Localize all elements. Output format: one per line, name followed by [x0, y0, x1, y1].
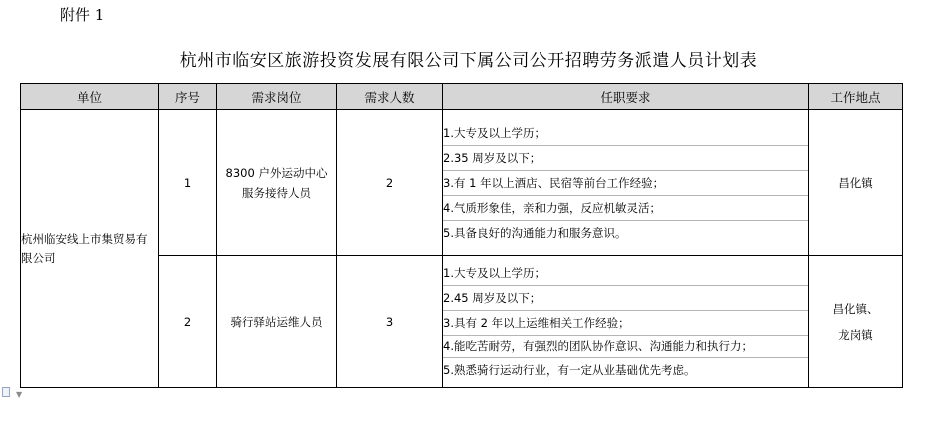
count-cell: 3: [337, 256, 443, 388]
seq-cell: 2: [159, 256, 217, 388]
header-post: 需求岗位: [217, 84, 337, 110]
requirement-item: 2.35 周岁及以下；: [443, 146, 808, 171]
requirement-item: 5.熟悉骑行运动行业，有一定从业基础优先考虑。: [443, 363, 696, 377]
requirement-item: 3.具有 2 年以上运维相关工作经验；: [443, 311, 808, 336]
header-requirements: 任职要求: [443, 84, 809, 110]
requirement-item: 4.能吃苦耐劳，有强烈的团队协作意识、沟通能力和执行力；: [443, 336, 808, 358]
page-title: 杭州市临安区旅游投资发展有限公司下属公司公开招聘劳务派遣人员计划表: [179, 51, 758, 71]
attachment-label: 附件 1: [60, 6, 105, 24]
header-unit: 单位: [21, 84, 159, 110]
count-cell: 2: [337, 110, 443, 256]
recruitment-plan-table: [20, 83, 903, 388]
requirement-item: 1.大专及以上学历；: [443, 121, 808, 146]
requirement-item: 1.大专及以上学历；: [443, 261, 808, 286]
unit-cell: 杭州临安线上市集贸易有限公司: [21, 110, 159, 388]
location-cell: [809, 110, 903, 256]
location-line: 昌化镇、: [832, 301, 879, 316]
location-cell: [809, 256, 903, 388]
table-row: [21, 110, 903, 256]
requirements-cell: [443, 110, 809, 256]
requirement-item: 4.气质形象佳，亲和力强，反应机敏灵活；: [443, 196, 808, 221]
table-header-row: [21, 84, 903, 110]
post-cell: [217, 110, 337, 256]
post-cell: [217, 256, 337, 388]
header-count: 需求人数: [337, 84, 443, 110]
header-seq: 序号: [159, 84, 217, 110]
requirement-item: 2.45 周岁及以下；: [443, 286, 808, 311]
requirements-cell: [443, 256, 809, 388]
paste-options-icon[interactable]: [2, 387, 10, 397]
location-line: 龙岗镇: [838, 327, 873, 342]
requirement-item: 3.有 1 年以上酒店、民宿等前台工作经验；: [443, 171, 808, 196]
location-line: 昌化镇: [838, 175, 873, 190]
seq-cell: 1: [159, 110, 217, 256]
requirement-item: 5.具备良好的沟通能力和服务意识。: [443, 225, 627, 240]
post-line: 骑行驿站运维人员: [230, 314, 323, 329]
post-line: 服务接待人员: [242, 185, 311, 200]
chevron-down-icon[interactable]: ▼: [16, 390, 23, 399]
post-line: 8300 户外运动中心: [225, 165, 328, 180]
header-location: 工作地点: [809, 84, 903, 110]
